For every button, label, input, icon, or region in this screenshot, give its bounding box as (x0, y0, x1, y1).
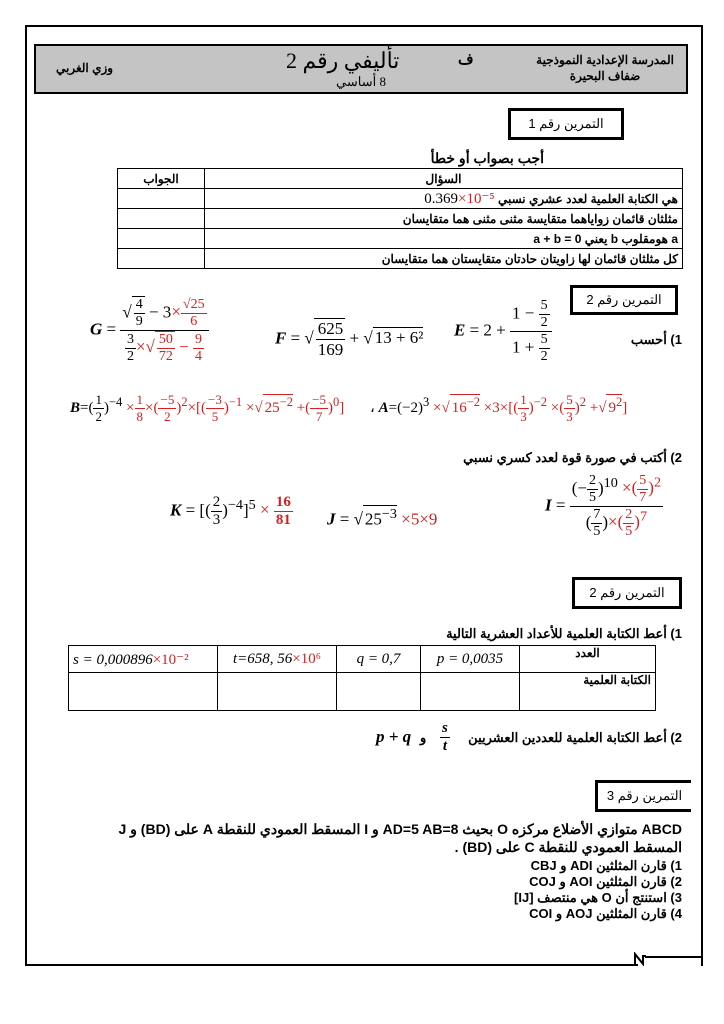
expression-p-plus-q: p + q (376, 727, 412, 746)
table-row (69, 673, 656, 711)
answer-cell-s[interactable] (69, 673, 218, 711)
expression-G: G = √ $\frac{4}{9}$ − 3× $\frac{√25}{6}$ $\frac{3}{2}$ ×√ $\frac{50}{72}$ − $\frac{9}{4}$ (90, 296, 209, 365)
question-cell: مثلثان قائمان زواياهما متقايسة مثنى مثنى هما متقايسان (205, 209, 683, 229)
table-row (118, 189, 683, 209)
row-label-scientific: الكتابة العلمية (520, 673, 656, 711)
subject-fragment: ف (458, 51, 474, 68)
answer-cell[interactable] (118, 189, 205, 209)
exam-title: تأليفي رقم 2 (286, 48, 400, 73)
exercise-2b-label: التمرين رقم 2 (572, 577, 682, 609)
expression-J: J = √ $25^{-3} \times 5\times 9$ (327, 506, 438, 529)
list-item: 4) قارن المثلثين AOJ و COI (529, 906, 682, 921)
answer-cell[interactable] (118, 229, 205, 249)
page-border-bottom-right (645, 956, 701, 958)
expression-s-over-t: $\frac{s}{t}$ (442, 720, 448, 754)
expression-A: ، $A=(-2)^3$ ×√ $16^{-2} \times 3\times$[( $\frac{1}{3}$ )$^{-2}$ ×( $\frac{5}{3}$ )$^2$ +√ $9^2$] (370, 392, 628, 424)
table-row (118, 229, 683, 249)
exercise-2-label: التمرين رقم 2 (570, 285, 678, 315)
table-row (69, 646, 656, 673)
header-answer: الجواب (118, 169, 205, 189)
answer-cell[interactable] (118, 249, 205, 269)
exercise-2-q1: 1) أحسب (630, 332, 682, 347)
question-cell: هي الكتابة العلمية لعدد عشري نسبي 0.369×10⁻⁵ (205, 189, 683, 209)
question-cell: a هومقلوب b يعني a + b = 0 (205, 229, 683, 249)
document-header (34, 44, 688, 94)
exercise-1-instruction: أجب بصواب أو خطأ (430, 150, 544, 166)
page-border-bottom (25, 964, 638, 966)
number-q: q = 0,7 (337, 646, 421, 673)
expression-F: F = √ $\frac{625}{169}$ + √ 13 + 6² (275, 319, 424, 359)
answer-cell[interactable] (118, 209, 205, 229)
number-t: t=658, 56×10⁶ (218, 646, 337, 673)
row-label-number: العدد (520, 646, 656, 673)
grade-level: 8 أساسي (336, 74, 386, 89)
teacher-name: وزي الغربي (56, 61, 114, 75)
exercise-2-q2: 2) أكتب في صورة قوة لعدد كسري نسبي (463, 450, 682, 465)
list-item: 3) استنتج أن O هي منتصف [IJ] (514, 890, 682, 905)
exercise-3-label: التمرين رقم 3 (595, 780, 691, 812)
expression-E: E = 2 + 1 − $\frac{5}{2}$ 1 + $\frac{5}{2}$ (454, 298, 552, 365)
exercise-2b-q1: 1) أعط الكتابة العلمية للأعداد العشرية التالية (446, 626, 682, 641)
list-item: 1) قارن المثلثين ADI و CBJ (530, 858, 682, 873)
expression-B: B=( $\frac{1}{2}$ )$^{-4}$ × $\frac{1}{8}$ ×( $\frac{-5}{2}$ )$^2$×[( $\frac{-3}{5}$ )$^{-1}$ ×√ $25^{-2}$ +( $\frac{-5}{7}$ )$^0$] (70, 392, 345, 424)
exercise-3-statement: ABCD متوازي الأضلاع مركزه O بحيث AD=5 AB=8 و I المسقط العمودي للنقطة A على (BD) و J المسقط العمودي للنقطة C على (BD) . (118, 821, 682, 855)
true-false-table (117, 168, 683, 269)
expression-I: I = (− $\frac{2}{5}$ )$^{10}$ ×( $\frac{5}{7}$ )$^2$ ( $\frac{7}{5}$ )×( $\frac{2}{5}$ )$^7$ (545, 473, 662, 539)
answer-cell-q[interactable] (337, 673, 421, 711)
question-cell: كل مثلثان قائمان لها زاويتان حادتان متقايستان هما متقايسان (205, 249, 683, 269)
table-row (118, 209, 683, 229)
conjunction-and: و (420, 730, 427, 745)
page-border-notch (634, 952, 646, 966)
expression-K: K = [( $\frac{2}{3}$ )$^{-4}$]$^5$ × $\frac{16}{81}$ (170, 494, 291, 528)
number-p: p = 0,0035 (421, 646, 520, 673)
answer-cell-t[interactable] (218, 673, 337, 711)
table-header-row (118, 169, 683, 189)
exercise-3-questions (514, 858, 682, 922)
exercise-2b-q2: 2) أعط الكتابة العلمية للعددين العشريين (468, 730, 682, 745)
list-item: 2) قارن المثلثين AOI و COJ (529, 874, 682, 889)
table-row (118, 249, 683, 269)
scientific-notation-table (68, 645, 656, 711)
answer-cell-p[interactable] (421, 673, 520, 711)
exercise-1-label: التمرين رقم 1 (508, 108, 624, 140)
header-question: السؤال (205, 169, 683, 189)
number-s: s = 0,000896×10⁻² (69, 646, 218, 673)
school-name: المدرسة الإعدادية النموذجية ضفاف البحيرة (536, 53, 674, 83)
